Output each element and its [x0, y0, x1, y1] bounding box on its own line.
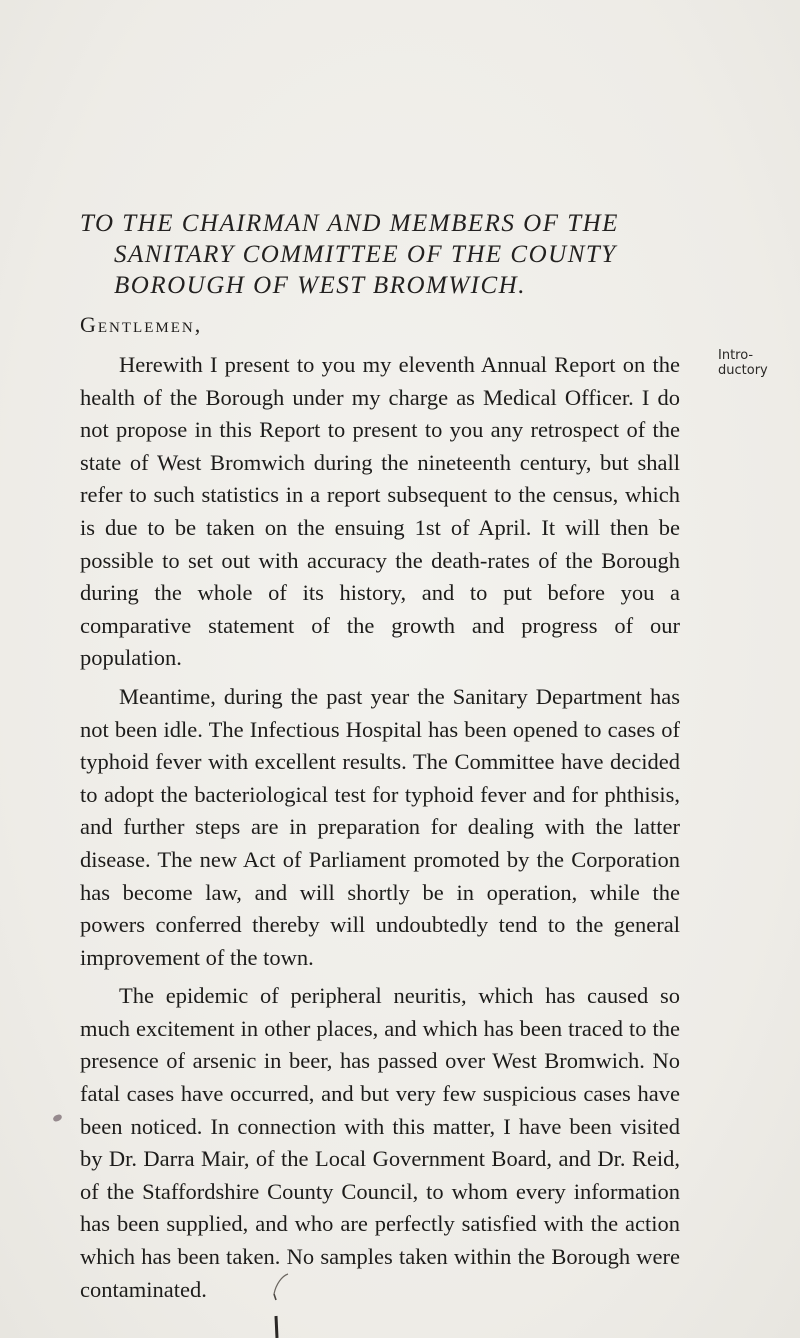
heading-line-3: BOROUGH OF WEST BROMWICH.: [114, 272, 526, 299]
paragraph: Meantime, during the past year the Sanitary Department has not been idle. The Infectious Hospital has been opened to cases of typhoid fever with excellent results. The Committee have decided to adopt the bacteriological test for typhoid fever and for phthisis, and further steps are in preparation for dealing with the latter disease. The new Act of Parliament promoted by the Corporation has become law, and will shortly be in operation, while the powers conferred thereby will undoubtedly tend to the general improvement of the town.: [80, 683, 680, 970]
ink-blot-mark: [52, 1114, 63, 1123]
margin-note: [718, 348, 788, 378]
paragraph: The epidemic of peripheral neuritis, which has caused so much excitement in other places, and which has been traced to the presence of arsenic in beer, has passed over West Bromwich. No fatal cases have occurred, and but very few suspicious cases have been noticed. In connection with this matter, I have been visited by Dr. Darra Mair, of the Local Government Board, and Dr. Reid, of the Staffordshire County Council, to whom every information has been supplied, and who are perfectly satisfied with the action which has been taken. No samples taken within the Borough were contaminated.: [80, 983, 680, 1302]
margin-note-line-1: Intro-: [718, 348, 754, 363]
salutation: Gentlemen,: [80, 312, 203, 337]
paragraph: Herewith I present to you my eleventh Annual Report on the health of the Borough under my charge as Medical Officer. I do not propose in this Report to present to you any retrospect of the state of West Bromwich during the nineteenth century, but shall refer to such statistics in a report subsequent to the census, which is due to be taken on the ensuing 1st of April. It will then be possible to set out with accuracy the death-rates of the Borough during the whole of its history, and to put before you a comparative statement of the growth and progress of our population.: [80, 352, 680, 671]
report-body: [80, 349, 680, 1312]
heading-line-1: TO THE CHAIRMAN AND MEMBERS OF THE: [80, 210, 619, 237]
margin-note-line-2: ductory: [718, 363, 768, 378]
heading-line-2: SANITARY COMMITTEE OF THE COUNTY: [114, 241, 617, 268]
pen-stroke-mark: [266, 1270, 296, 1338]
report-heading: [80, 208, 700, 301]
